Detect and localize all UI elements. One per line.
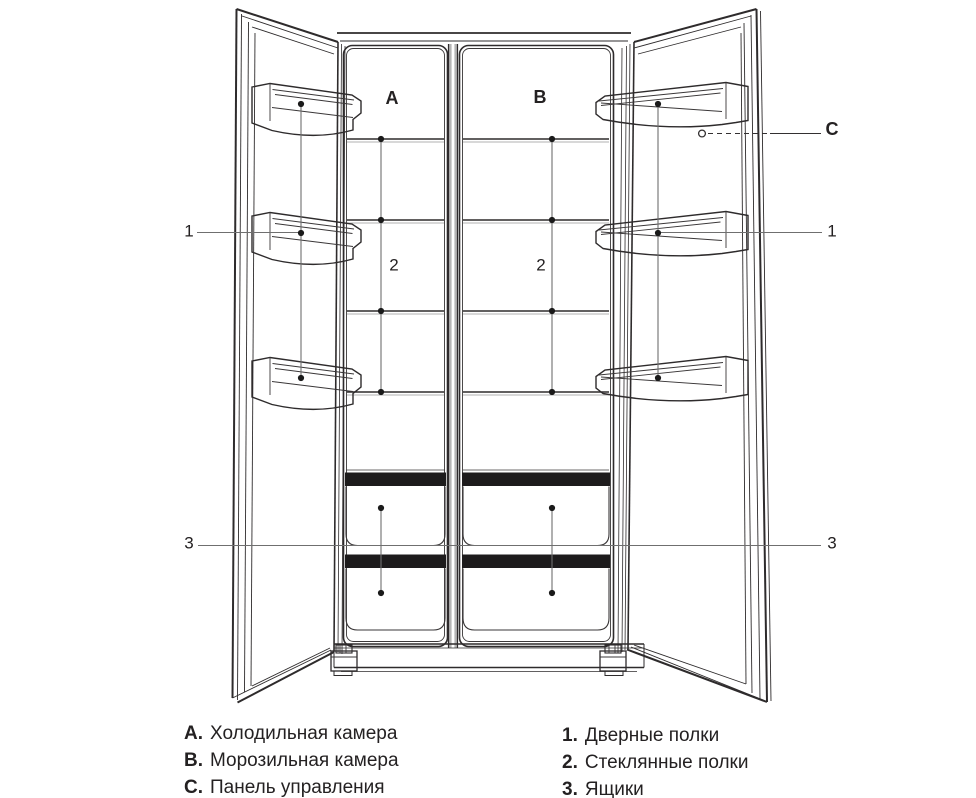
bin-detail-lines <box>599 83 726 120</box>
drawer-handle-bar <box>345 473 446 487</box>
legend-item-b <box>184 747 399 774</box>
legend-item-c <box>184 774 399 798</box>
callout-dot <box>298 375 304 381</box>
callout-dot <box>549 505 555 511</box>
base-ends <box>334 644 644 668</box>
cabinet-base <box>334 644 644 672</box>
legend-key: B. <box>184 750 203 771</box>
label-drawers-right: 3 <box>827 533 837 553</box>
center-divider <box>449 44 458 648</box>
legend-key: C. <box>184 777 203 798</box>
left-door-top-line <box>242 16 338 48</box>
callout-dot <box>549 136 555 142</box>
left-door-panel-edge <box>251 33 255 686</box>
legend-key: 3. <box>562 779 578 798</box>
callout-dot <box>549 590 555 596</box>
control-panel-marker <box>699 130 706 137</box>
door-bin <box>596 212 748 256</box>
compartment-a-liner <box>347 49 445 642</box>
drawer-handle-bar <box>462 473 610 487</box>
lower-drawer <box>346 569 445 631</box>
bin-outline <box>252 358 361 410</box>
drawer-handle-bar <box>345 555 446 569</box>
legend-item-a <box>184 720 399 747</box>
left-door-bottom-line <box>233 650 332 698</box>
divider-highlight <box>452 44 455 648</box>
callout-dot <box>655 101 661 107</box>
callout-dot <box>378 217 384 223</box>
label-drawers-left: 3 <box>184 533 194 553</box>
label-door-shelves-left: 1 <box>184 221 194 241</box>
legend-label: Морозильная камера <box>210 750 399 771</box>
bin-detail-lines <box>599 357 726 394</box>
callout-dot <box>378 505 384 511</box>
legend-label: Холодильная камера <box>210 723 398 744</box>
legend-item-1 <box>562 722 748 749</box>
legend-label: Дверные полки <box>584 725 720 746</box>
right-door-panel-top <box>638 27 741 54</box>
label-compartment-a: A <box>385 88 399 108</box>
legend-label: Панель управления <box>210 777 385 798</box>
legend-item-2 <box>562 749 748 776</box>
label-glass-shelves-right: 2 <box>536 255 546 275</box>
callout-dot <box>298 101 304 107</box>
right-door-top-edge <box>634 9 757 42</box>
bin-detail-lines <box>599 212 726 249</box>
callout-dot <box>378 136 384 142</box>
legend-key: A. <box>184 723 203 744</box>
callout-dot <box>549 308 555 314</box>
lower-drawer <box>463 569 609 631</box>
door-bin <box>596 83 748 127</box>
left-door-bottom-edge <box>238 652 335 703</box>
label-glass-shelves-left: 2 <box>389 255 399 275</box>
drawer-handle-bar <box>462 555 610 569</box>
callout-dot <box>549 389 555 395</box>
legend-label: Ящики <box>584 779 644 798</box>
freezer-compartment <box>460 46 614 647</box>
left-door-edge-line <box>238 14 242 700</box>
door-bin <box>252 213 361 265</box>
upper-drawer <box>346 487 445 546</box>
callout-dot <box>549 217 555 223</box>
callout-dot <box>298 230 304 236</box>
compartment-b-liner <box>463 49 611 642</box>
legend-item-3 <box>562 776 748 798</box>
callout-dot <box>378 590 384 596</box>
right-door-bottom-line <box>631 647 758 698</box>
label-compartment-b: B <box>533 87 547 107</box>
label-control-panel: C <box>825 119 839 139</box>
callout-dot <box>378 308 384 314</box>
left-door <box>233 9 362 703</box>
callout-leaders <box>197 101 822 596</box>
refrigerator-compartment <box>344 46 448 647</box>
left-door-panel-bottom <box>252 648 330 686</box>
legend-letters <box>184 720 399 798</box>
left-door-top-edge <box>237 9 339 42</box>
legend-label: Стеклянные полки <box>584 752 749 773</box>
right-door <box>596 9 771 702</box>
drawers-left <box>345 470 446 630</box>
legend-key: 2. <box>562 752 578 773</box>
door-bin <box>596 357 748 401</box>
bin-outline <box>252 213 361 265</box>
callout-dot <box>378 389 384 395</box>
legend-key: 1. <box>562 725 578 746</box>
bottom-hinge-left <box>331 645 357 676</box>
label-door-shelves-right: 1 <box>827 221 837 241</box>
left-door-outer-edge <box>233 9 237 698</box>
right-door-top-line <box>634 16 751 48</box>
right-door-panel-bottom <box>634 645 746 684</box>
drawers-right <box>462 470 610 630</box>
left-door-panel-top <box>252 27 334 54</box>
left-door-edge-line <box>245 22 249 692</box>
legend-numbers <box>562 722 748 798</box>
upper-drawer <box>463 487 609 546</box>
callout-dot <box>655 375 661 381</box>
callout-dot <box>655 230 661 236</box>
door-bin <box>252 358 361 410</box>
